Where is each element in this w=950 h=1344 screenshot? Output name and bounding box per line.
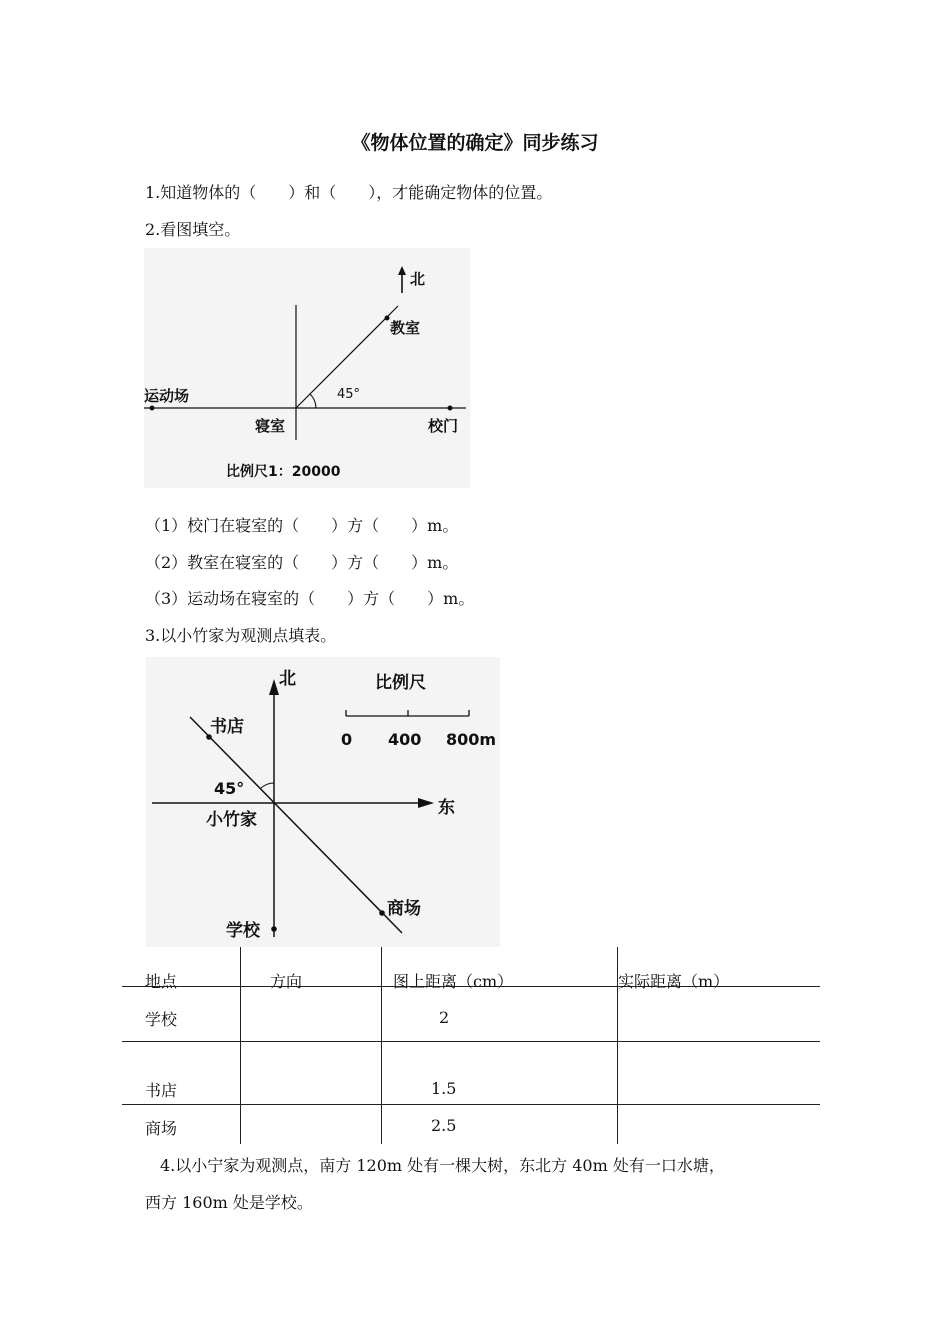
figure-1-diagram xyxy=(144,248,470,488)
question-4-line-1: 4.以小宁家为观测点，南方 120m 处有一棵大树，东北方 40m 处有一口水塘， xyxy=(160,1156,725,1175)
figure-2 xyxy=(146,657,500,947)
angle-arc xyxy=(260,783,274,789)
angle-arc xyxy=(310,394,316,408)
angle-label: 45° xyxy=(337,387,361,402)
playground-point xyxy=(150,406,155,411)
table-cell-place: 学校 xyxy=(145,1010,178,1029)
table-rule xyxy=(381,947,382,1144)
gate-point xyxy=(448,406,453,411)
scale-tick-0-label: 0 xyxy=(341,730,353,749)
north-arrow-head xyxy=(269,679,279,695)
scale-title: 比例尺 xyxy=(375,673,426,693)
question-4-line-2: 西方 160m 处是学校。 xyxy=(145,1193,313,1212)
table-cell-place: 书店 xyxy=(145,1081,178,1100)
page-title: 《物体位置的确定》同步练习 xyxy=(351,132,599,154)
figure-1 xyxy=(144,248,470,488)
question-3: 3.以小竹家为观测点填表。 xyxy=(145,626,337,645)
gate-label: 校门 xyxy=(428,417,459,435)
table-cell-map-distance: 2.5 xyxy=(431,1116,457,1135)
question-2-item-1: （1）校门在寝室的（ ）方（ ）m。 xyxy=(145,516,459,535)
question-1: 1.知道物体的（ ）和（ ），才能确定物体的位置。 xyxy=(145,183,553,202)
east-label: 东 xyxy=(438,798,455,818)
table-cell-map-distance: 2 xyxy=(439,1008,450,1027)
north-label: 北 xyxy=(410,270,426,288)
home-label: 小竹家 xyxy=(206,810,257,830)
table-header: 实际距离（m） xyxy=(618,972,730,991)
scale-tick-1-label: 400 xyxy=(388,730,422,749)
mall-label: 商场 xyxy=(387,899,421,919)
scale-tick-2-label: 800m xyxy=(446,730,497,749)
classroom-label: 教室 xyxy=(390,319,421,337)
question-2: 2.看图填空。 xyxy=(145,220,241,239)
playground-label: 运动场 xyxy=(144,387,190,405)
school-point xyxy=(271,926,277,932)
classroom-point xyxy=(385,316,390,321)
question-2-item-3: （3）运动场在寝室的（ ）方（ ）m。 xyxy=(145,589,475,608)
angle-label: 45° xyxy=(214,779,245,798)
bookstore-label: 书店 xyxy=(210,717,244,737)
question-2-item-2: （2）教室在寝室的（ ）方（ ）m。 xyxy=(145,553,459,572)
table-header: 方向 xyxy=(270,972,303,991)
scale-label: 比例尺1：20000 xyxy=(226,464,341,480)
table-cell-map-distance: 1.5 xyxy=(431,1079,457,1098)
table-cell-place: 商场 xyxy=(145,1119,178,1138)
school-label: 学校 xyxy=(226,921,260,941)
dorm-label: 寝室 xyxy=(255,417,286,435)
table-rule xyxy=(122,1104,820,1105)
figure-2-diagram xyxy=(146,657,500,947)
table-header: 图上距离（cm） xyxy=(393,972,514,991)
table-rule xyxy=(122,1041,820,1042)
table-rule xyxy=(240,947,241,1144)
east-arrow-head xyxy=(418,798,434,808)
table-header: 地点 xyxy=(145,972,178,991)
north-label: 北 xyxy=(279,669,296,689)
north-arrow-head xyxy=(398,266,406,275)
mall-point xyxy=(379,910,385,916)
